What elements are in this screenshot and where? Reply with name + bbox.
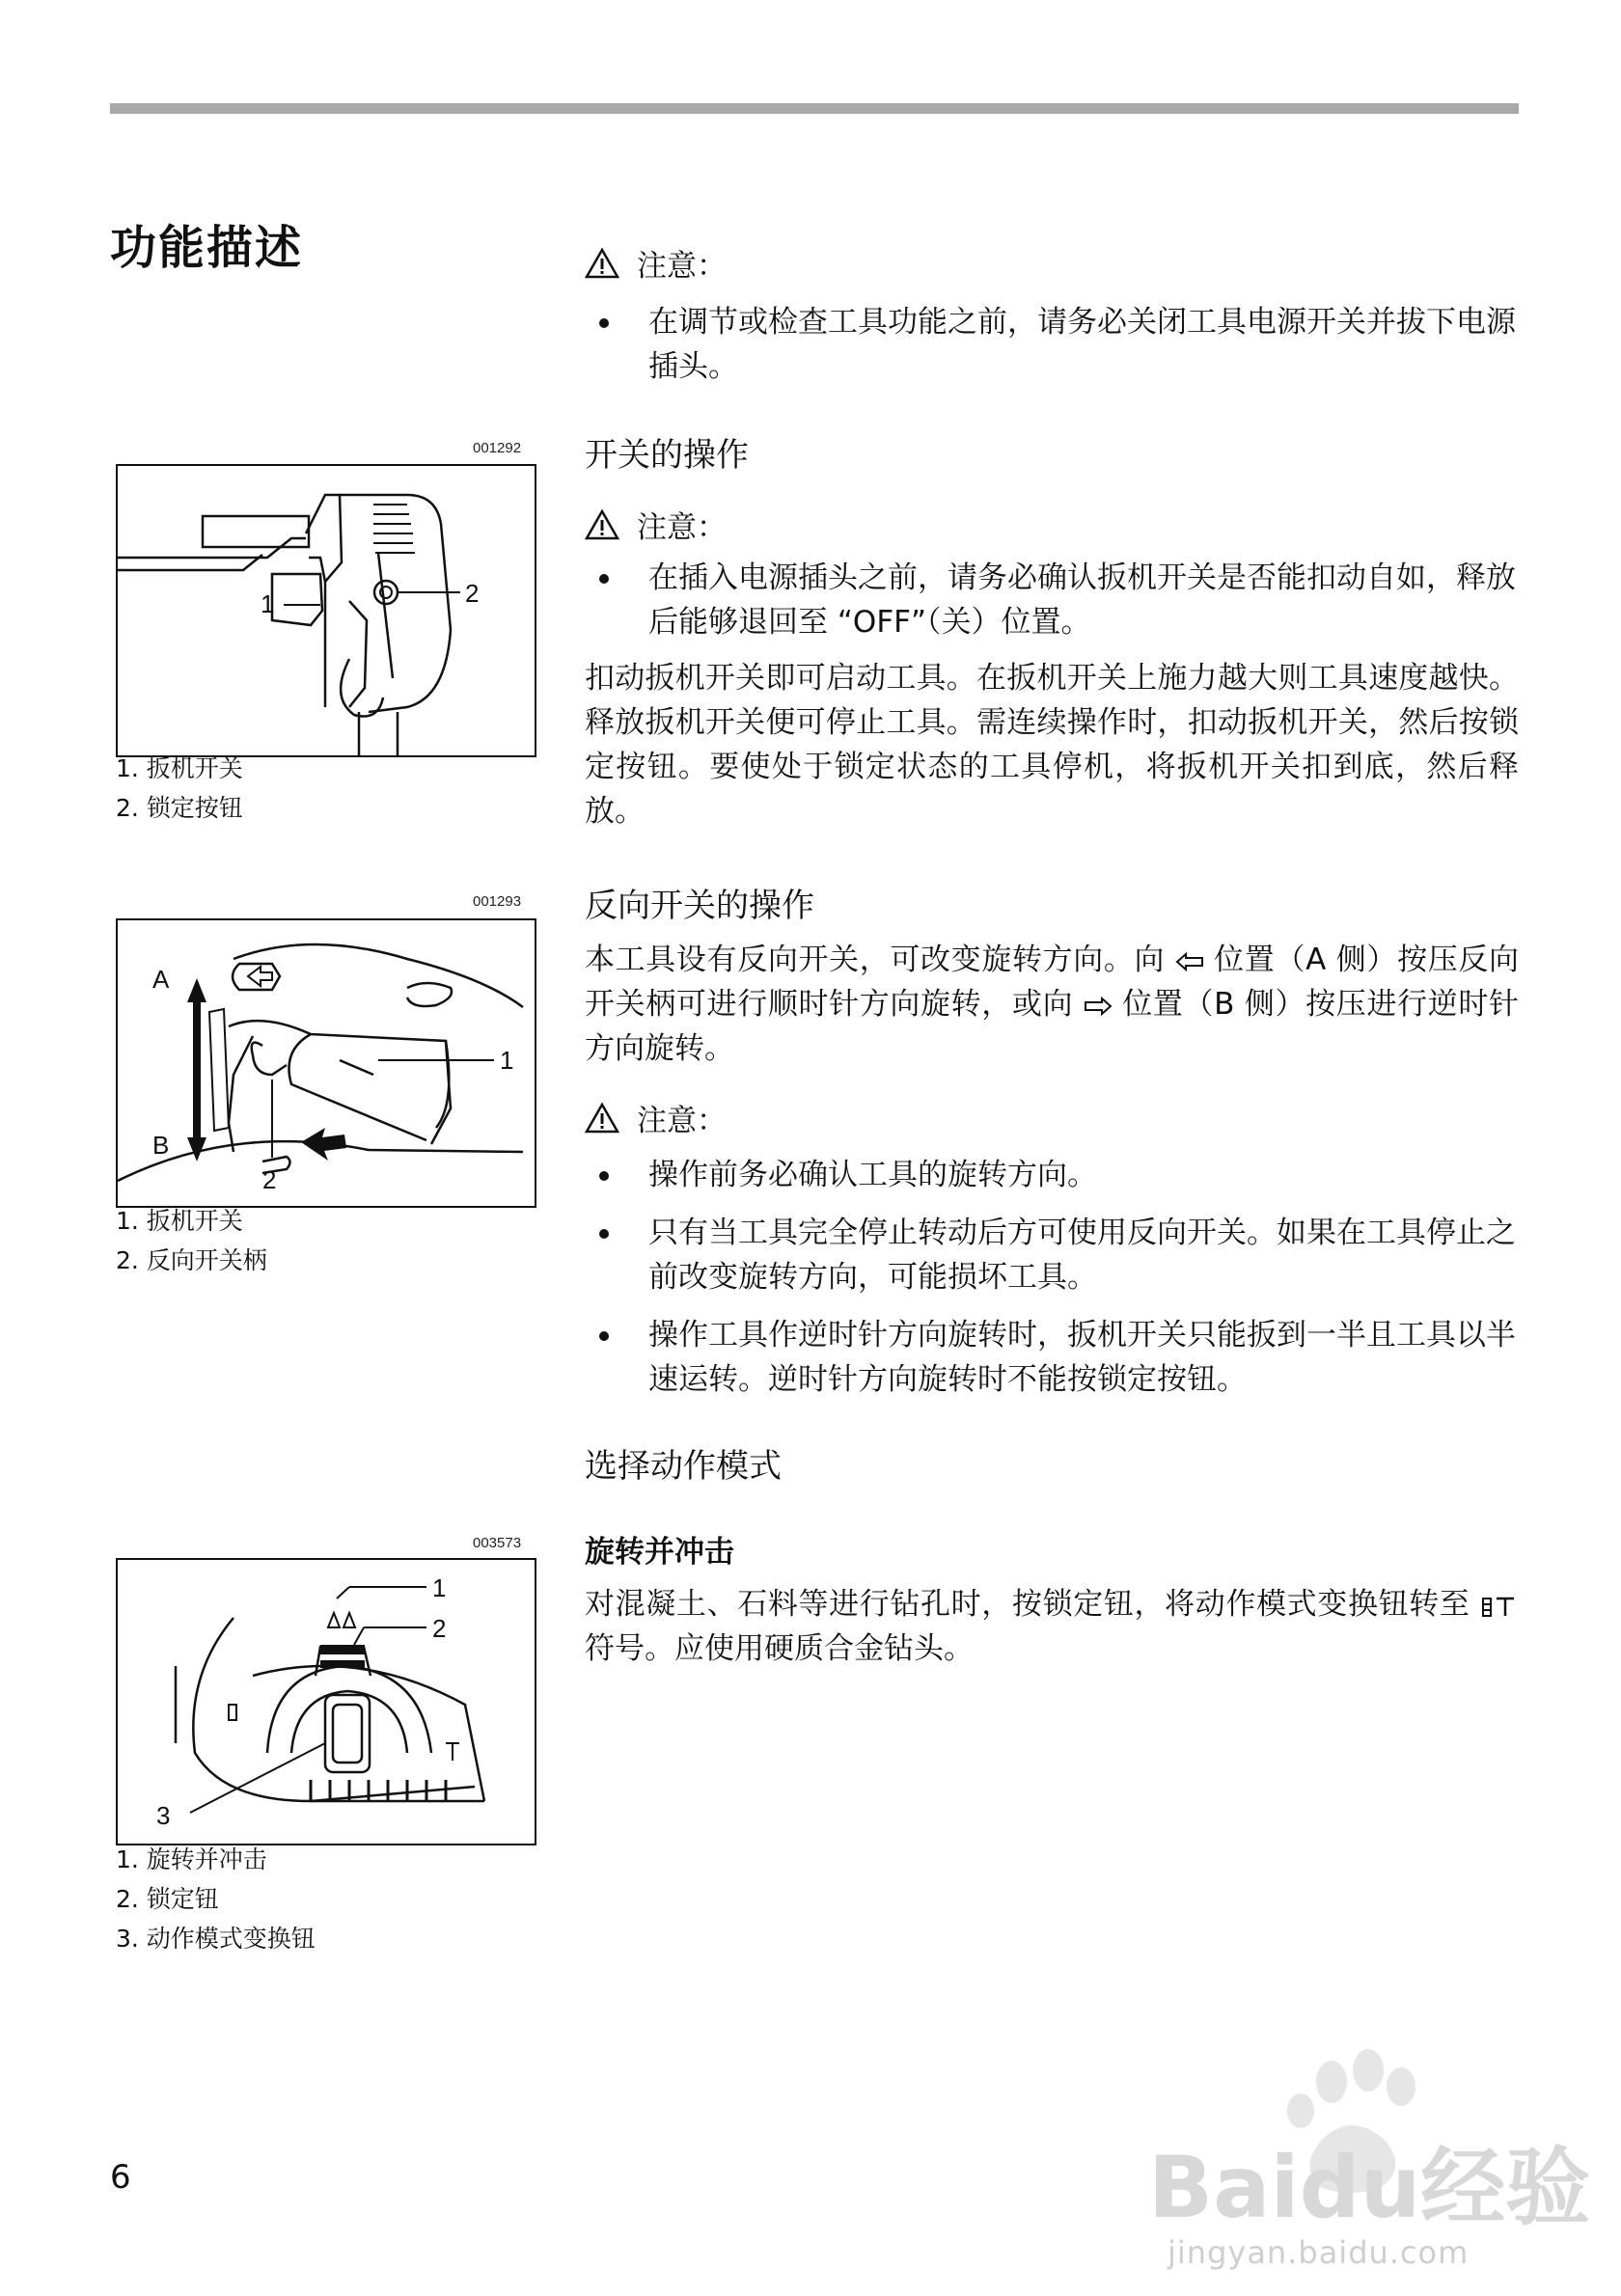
figure-code: 001293 — [473, 893, 522, 910]
warning-triangle-icon — [585, 1102, 619, 1134]
figure-mode-selector — [116, 1558, 536, 1845]
caption-line: 3. 动作模式变换钮 — [116, 1925, 316, 1953]
caution-bullet: 操作前务必确认工具的旋转方向。 — [585, 1153, 1519, 1197]
caption-line: 2. 锁定按钮 — [116, 794, 243, 822]
arrow-left-icon — [1175, 952, 1204, 971]
body-text: 位置（B 侧）按压进行逆时针方向旋转。 — [585, 987, 1520, 1066]
page-title: 功能描述 — [110, 221, 304, 275]
callout-A: A — [152, 965, 170, 994]
callout-1: 1 — [261, 589, 275, 618]
arrow-right-icon — [1084, 997, 1113, 1016]
caution-label: 注意： — [637, 249, 727, 284]
caution-bullet: 在插入电源插头之前，请务必确认扳机开关是否能扣动自如，释放后能够退回至 “OFF”（关）位置。 — [585, 556, 1519, 644]
caution-bullet: 操作工具作逆时针方向旋转时，扳机开关只能扳到一半且工具以半速运转。逆时针方向旋转时不能按锁定按钮。 — [585, 1313, 1519, 1402]
section-heading: 开关的操作 — [585, 436, 749, 475]
warning-triangle-icon — [585, 247, 619, 280]
switch-section — [585, 428, 1519, 834]
figure-reverse-switch — [116, 918, 536, 1208]
callout-1: 1 — [432, 1573, 447, 1602]
figure-trigger-switch — [116, 464, 536, 757]
section-body: 扣动扳机开关即可启动工具。在扳机开关上施力越大则工具速度越快。释放扳机开关便可停止工具。需连续操作时，扣动扳机开关，然后按锁定按钮。要使处于锁定状态的工具停机，将扳机开关扣到底，然后释放。 — [585, 661, 1519, 829]
mode-knob-illustration — [118, 1560, 535, 1844]
drill-handle-illustration — [118, 466, 535, 755]
reverse-lever-illustration — [118, 920, 535, 1206]
body-text: 本工具设有反向开关，可改变旋转方向。向 — [585, 943, 1166, 977]
subsection-heading: 旋转并冲击 — [585, 1535, 734, 1570]
hammer-drill-symbol-icon — [1480, 1593, 1519, 1620]
mode-section — [585, 1439, 1519, 1671]
intro-caution — [585, 241, 1519, 389]
figure-captions — [116, 1201, 267, 1280]
body-text: 位置（A 侧）按压反向开关柄可进行顺时针方向旋转，或向 — [585, 943, 1519, 1022]
caption-line: 1. 旋转并冲击 — [116, 1845, 267, 1873]
warning-triangle-icon — [585, 508, 619, 541]
section-heading: 选择动作模式 — [585, 1447, 782, 1486]
caution-bullet: 在调节或检查工具功能之前，请务必关闭工具电源开关并拔下电源插头。 — [585, 300, 1519, 389]
section-body — [585, 938, 1519, 1071]
section-body — [585, 1582, 1519, 1671]
callout-2: 2 — [262, 1165, 277, 1194]
watermark-url: jingyan.baidu.com — [1168, 2234, 1470, 2271]
callout-1: 1 — [500, 1046, 514, 1075]
callout-3: 3 — [156, 1801, 171, 1830]
reverse-section — [585, 879, 1519, 1402]
top-rule — [110, 103, 1519, 114]
caution-heading — [585, 503, 1519, 546]
callout-2: 2 — [465, 579, 480, 608]
callout-B: B — [152, 1131, 170, 1160]
caption-line: 1. 扳机开关 — [116, 1207, 243, 1235]
figure-captions — [116, 1840, 316, 1958]
watermark-text: Baidu经验 — [1148, 2138, 1591, 2237]
section-heading: 反向开关的操作 — [585, 887, 814, 925]
body-text: 对混凝土、石料等进行钻孔时，按锁定钮，将动作模式变换钮转至 — [585, 1587, 1470, 1622]
page-number: 6 — [110, 2158, 131, 2197]
caution-heading — [585, 241, 1519, 285]
callout-2: 2 — [432, 1614, 447, 1643]
caution-bullet: 只有当工具完全停止转动后方可使用反向开关。如果在工具停止之前改变旋转方向，可能损坏工具。 — [585, 1211, 1519, 1299]
caption-line: 1. 扳机开关 — [116, 754, 243, 782]
body-text: 符号。应使用硬质合金钻头。 — [585, 1631, 974, 1666]
caution-label: 注意： — [637, 1104, 727, 1138]
figure-captions — [116, 749, 243, 828]
figure-code: 003573 — [473, 1535, 522, 1551]
caption-line: 2. 反向开关柄 — [116, 1246, 267, 1274]
caution-heading — [585, 1096, 1519, 1139]
figure-code: 001292 — [473, 440, 522, 456]
caption-line: 2. 锁定钮 — [116, 1885, 219, 1913]
caution-label: 注意： — [637, 510, 727, 545]
